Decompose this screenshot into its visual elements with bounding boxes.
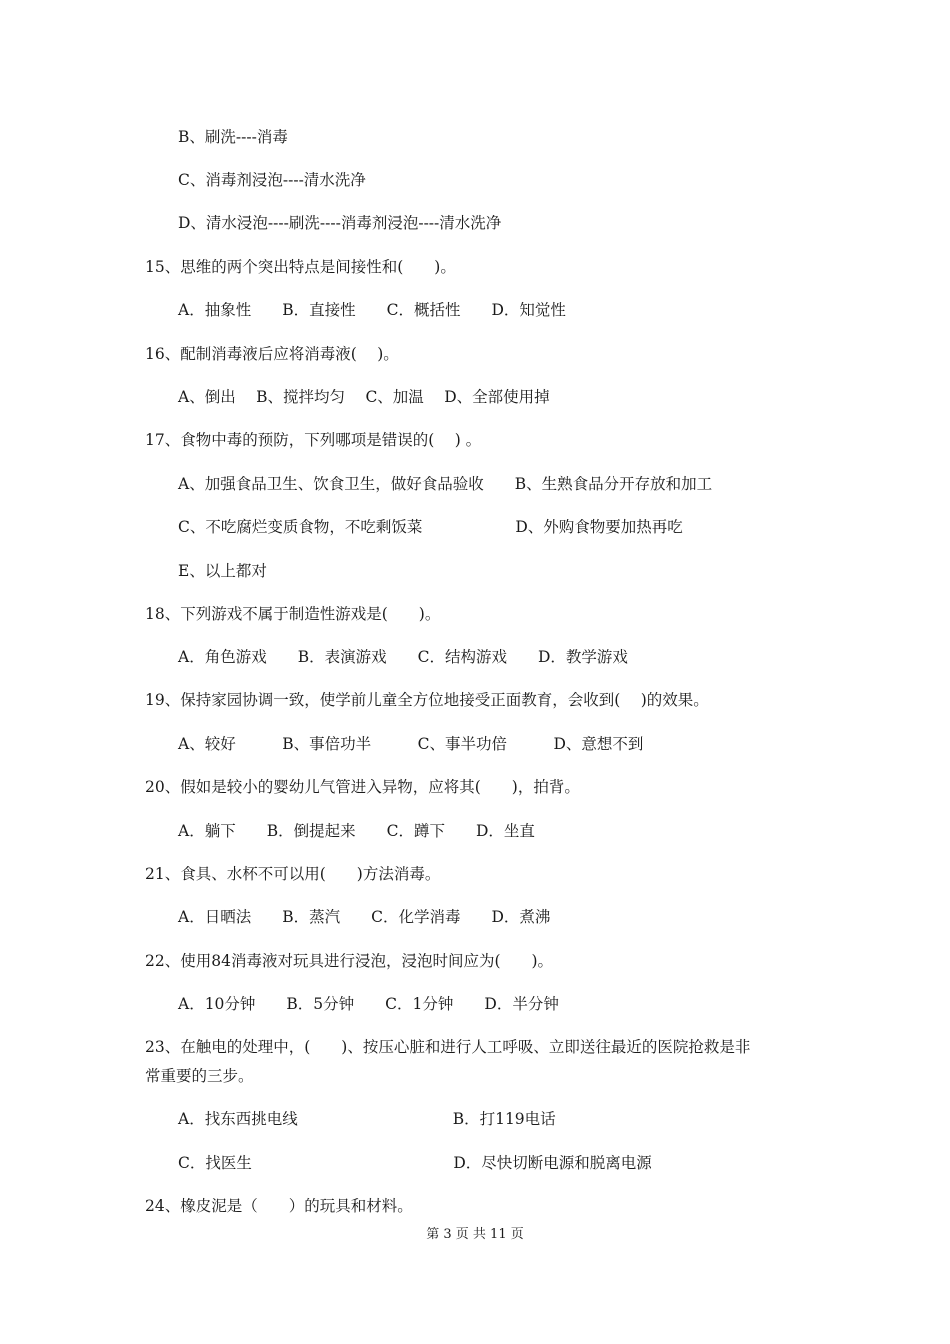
question-23: 23、在触电的处理中，( )、按压心脏和进行人工呼吸、立即送往最近的医院抢救是非 [145,1038,751,1056]
option-line: A．抽象性 B．直接性 C．概括性 D．知觉性 [178,301,566,319]
option-line: D、清水浸泡----刷洗----消毒剂浸泡----清水洗净 [178,214,502,232]
question-21: 21、食具、水杯不可以用( )方法消毒。 [145,865,441,883]
option-line: A．躺下 B．倒提起来 C．蹲下 D．坐直 [178,822,535,840]
option-line: A、加强食品卫生、饮食卫生，做好食品验收 B、生熟食品分开存放和加工 [178,475,713,493]
question-18: 18、下列游戏不属于制造性游戏是( )。 [145,605,441,623]
option-line: A、较好 B、事倍功半 C、事半功倍 D、意想不到 [178,735,644,753]
option-line: A．找东西挑电线 B．打119电话 [178,1110,556,1128]
option-line: A．角色游戏 B．表演游戏 C．结构游戏 D．教学游戏 [178,648,628,666]
option-line: A．日晒法 B．蒸汽 C．化学消毒 D．煮沸 [178,908,551,926]
question-23-continued: 常重要的三步。 [145,1067,254,1085]
page-footer: 第 3 页 共 11 页 [426,1227,524,1242]
option-line: A．10分钟 B．5分钟 C．1分钟 D．半分钟 [178,995,559,1013]
option-line: C、消毒剂浸泡----清水洗净 [178,171,366,189]
option-line: E、以上都对 [178,562,267,580]
question-16: 16、配制消毒液后应将消毒液( )。 [145,345,399,363]
option-line: C、不吃腐烂变质食物，不吃剩饭菜 D、外购食物要加热再吃 [178,518,683,536]
option-line: A、倒出 B、搅拌均匀 C、加温 D、全部使用掉 [178,388,550,406]
question-15: 15、思维的两个突出特点是间接性和( )。 [145,258,456,276]
question-19: 19、保持家园协调一致，使学前儿童全方位地接受正面教育，会收到( )的效果。 [145,691,709,709]
option-line: B、刷洗----消毒 [178,128,288,146]
question-20: 20、假如是较小的婴幼儿气管进入异物，应将其( )，拍背。 [145,778,580,796]
question-24: 24、橡皮泥是（ ）的玩具和材料。 [145,1197,413,1215]
question-22: 22、使用84消毒液对玩具进行浸泡，浸泡时间应为( )。 [145,952,554,970]
option-line: C．找医生 D．尽快切断电源和脱离电源 [178,1154,652,1172]
question-17: 17、食物中毒的预防，下列哪项是错误的( ) 。 [145,431,482,449]
